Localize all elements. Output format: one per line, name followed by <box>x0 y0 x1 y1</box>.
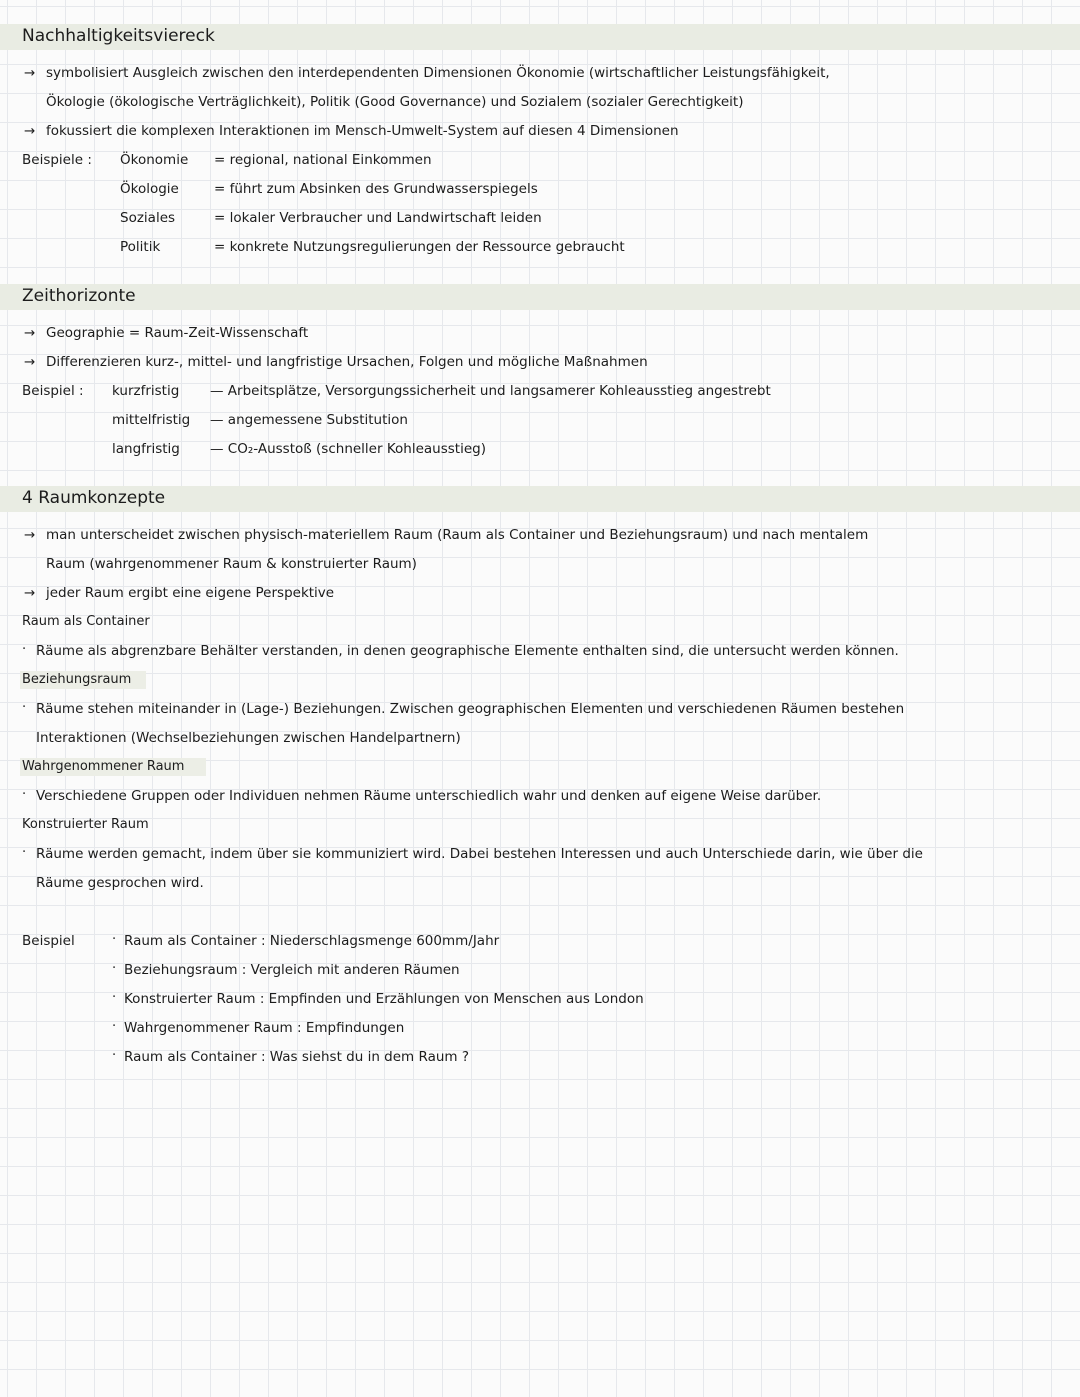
concept-heading: Konstruierter Raum <box>22 817 149 832</box>
example-label: Beispiel <box>22 933 75 949</box>
arrow-icon: → <box>24 65 36 81</box>
bullet-icon: · <box>112 990 117 1005</box>
arrow-icon: → <box>24 325 36 341</box>
example-definition: = lokaler Verbraucher und Landwirtschaft leiden <box>214 210 542 226</box>
example-item: Wahrgenommener Raum : Empfindungen <box>124 1020 405 1036</box>
section-title: Nachhaltigkeitsviereck <box>22 26 215 46</box>
bullet-icon: · <box>22 845 27 860</box>
example-item: Beziehungsraum : Vergleich mit anderen Räumen <box>124 962 460 978</box>
section-band <box>0 284 1080 310</box>
concept-text: Interaktionen (Wechselbeziehungen zwischen Handelpartnern) <box>36 730 461 746</box>
text-line: jeder Raum ergibt eine eigene Perspektive <box>46 585 335 601</box>
section-title: 4 Raumkonzepte <box>22 488 166 508</box>
concept-heading: Beziehungsraum <box>22 672 132 687</box>
section-title: Zeithorizonte <box>22 286 136 306</box>
example-definition: — angemessene Substitution <box>210 412 408 428</box>
example-label: Beispiel : <box>22 383 84 399</box>
example-term: Soziales <box>120 210 176 226</box>
concept-text: Räume werden gemacht, indem über sie kommuniziert wird. Dabei bestehen Interessen und auch Unterschiede darin, wie über die <box>36 846 923 862</box>
examples-label: Beispiele : <box>22 152 92 168</box>
arrow-icon: → <box>24 527 36 543</box>
example-definition: — Arbeitsplätze, Versorgungssicherheit und langsamerer Kohleausstieg angestrebt <box>210 383 771 399</box>
bullet-icon: · <box>112 932 117 947</box>
bullet-icon: · <box>112 961 117 976</box>
bullet-icon: · <box>22 700 27 715</box>
text-line: Differenzieren kurz-, mittel- und langfristige Ursachen, Folgen und mögliche Maßnahmen <box>46 354 648 370</box>
text-line: man unterscheidet zwischen physisch-materiellem Raum (Raum als Container und Beziehungsraum) und nach mentalem <box>46 527 869 543</box>
arrow-icon: → <box>24 354 36 370</box>
example-item: Raum als Container : Was siehst du in dem Raum ? <box>124 1049 470 1065</box>
example-definition: — CO₂-Ausstoß (schneller Kohleausstieg) <box>210 441 486 457</box>
text-line: fokussiert die komplexen Interaktionen im Mensch-Umwelt-System auf diesen 4 Dimensionen <box>46 123 679 139</box>
example-item: Raum als Container : Niederschlagsmenge 600mm/Jahr <box>124 933 500 949</box>
bullet-icon: · <box>112 1019 117 1034</box>
example-term: Ökonomie <box>120 152 189 168</box>
example-term: langfristig <box>112 441 180 457</box>
arrow-icon: → <box>24 585 36 601</box>
example-term: Ökologie <box>120 181 179 197</box>
bullet-icon: · <box>112 1048 117 1063</box>
example-definition: = führt zum Absinken des Grundwasserspiegels <box>214 181 538 197</box>
concept-text: Verschiedene Gruppen oder Individuen nehmen Räume unterschiedlich wahr und denken auf eigene Weise darüber. <box>36 788 822 804</box>
example-term: Politik <box>120 239 161 255</box>
text-line: Ökologie (ökologische Verträglichkeit), Politik (Good Governance) und Sozialem (sozialer Gerechtigkeit) <box>46 94 744 110</box>
text-line: Geographie = Raum-Zeit-Wissenschaft <box>46 325 309 341</box>
concept-text: Räume stehen miteinander in (Lage-) Beziehungen. Zwischen geographischen Elementen und verschiedenen Räumen bestehen <box>36 701 905 717</box>
arrow-icon: → <box>24 123 36 139</box>
concept-heading: Raum als Container <box>22 614 150 629</box>
bullet-icon: · <box>22 642 27 657</box>
example-term: mittelfristig <box>112 412 191 428</box>
concept-text: Räume als abgrenzbare Behälter verstanden, in denen geographische Elemente enthalten sind, die untersucht werden können. <box>36 643 899 659</box>
concept-heading: Wahrgenommener Raum <box>22 759 185 774</box>
example-term: kurzfristig <box>112 383 180 399</box>
text-line: Raum (wahrgenommener Raum & konstruierter Raum) <box>46 556 417 572</box>
example-item: Konstruierter Raum : Empfinden und Erzählungen von Menschen aus London <box>124 991 644 1007</box>
example-definition: = konkrete Nutzungsregulierungen der Ressource gebraucht <box>214 239 625 255</box>
text-line: symbolisiert Ausgleich zwischen den interdependenten Dimensionen Ökonomie (wirtschaftlicher Leistungsfähigkeit, <box>46 65 830 81</box>
example-definition: = regional, national Einkommen <box>214 152 432 168</box>
concept-text: Räume gesprochen wird. <box>36 875 204 891</box>
bullet-icon: · <box>22 787 27 802</box>
